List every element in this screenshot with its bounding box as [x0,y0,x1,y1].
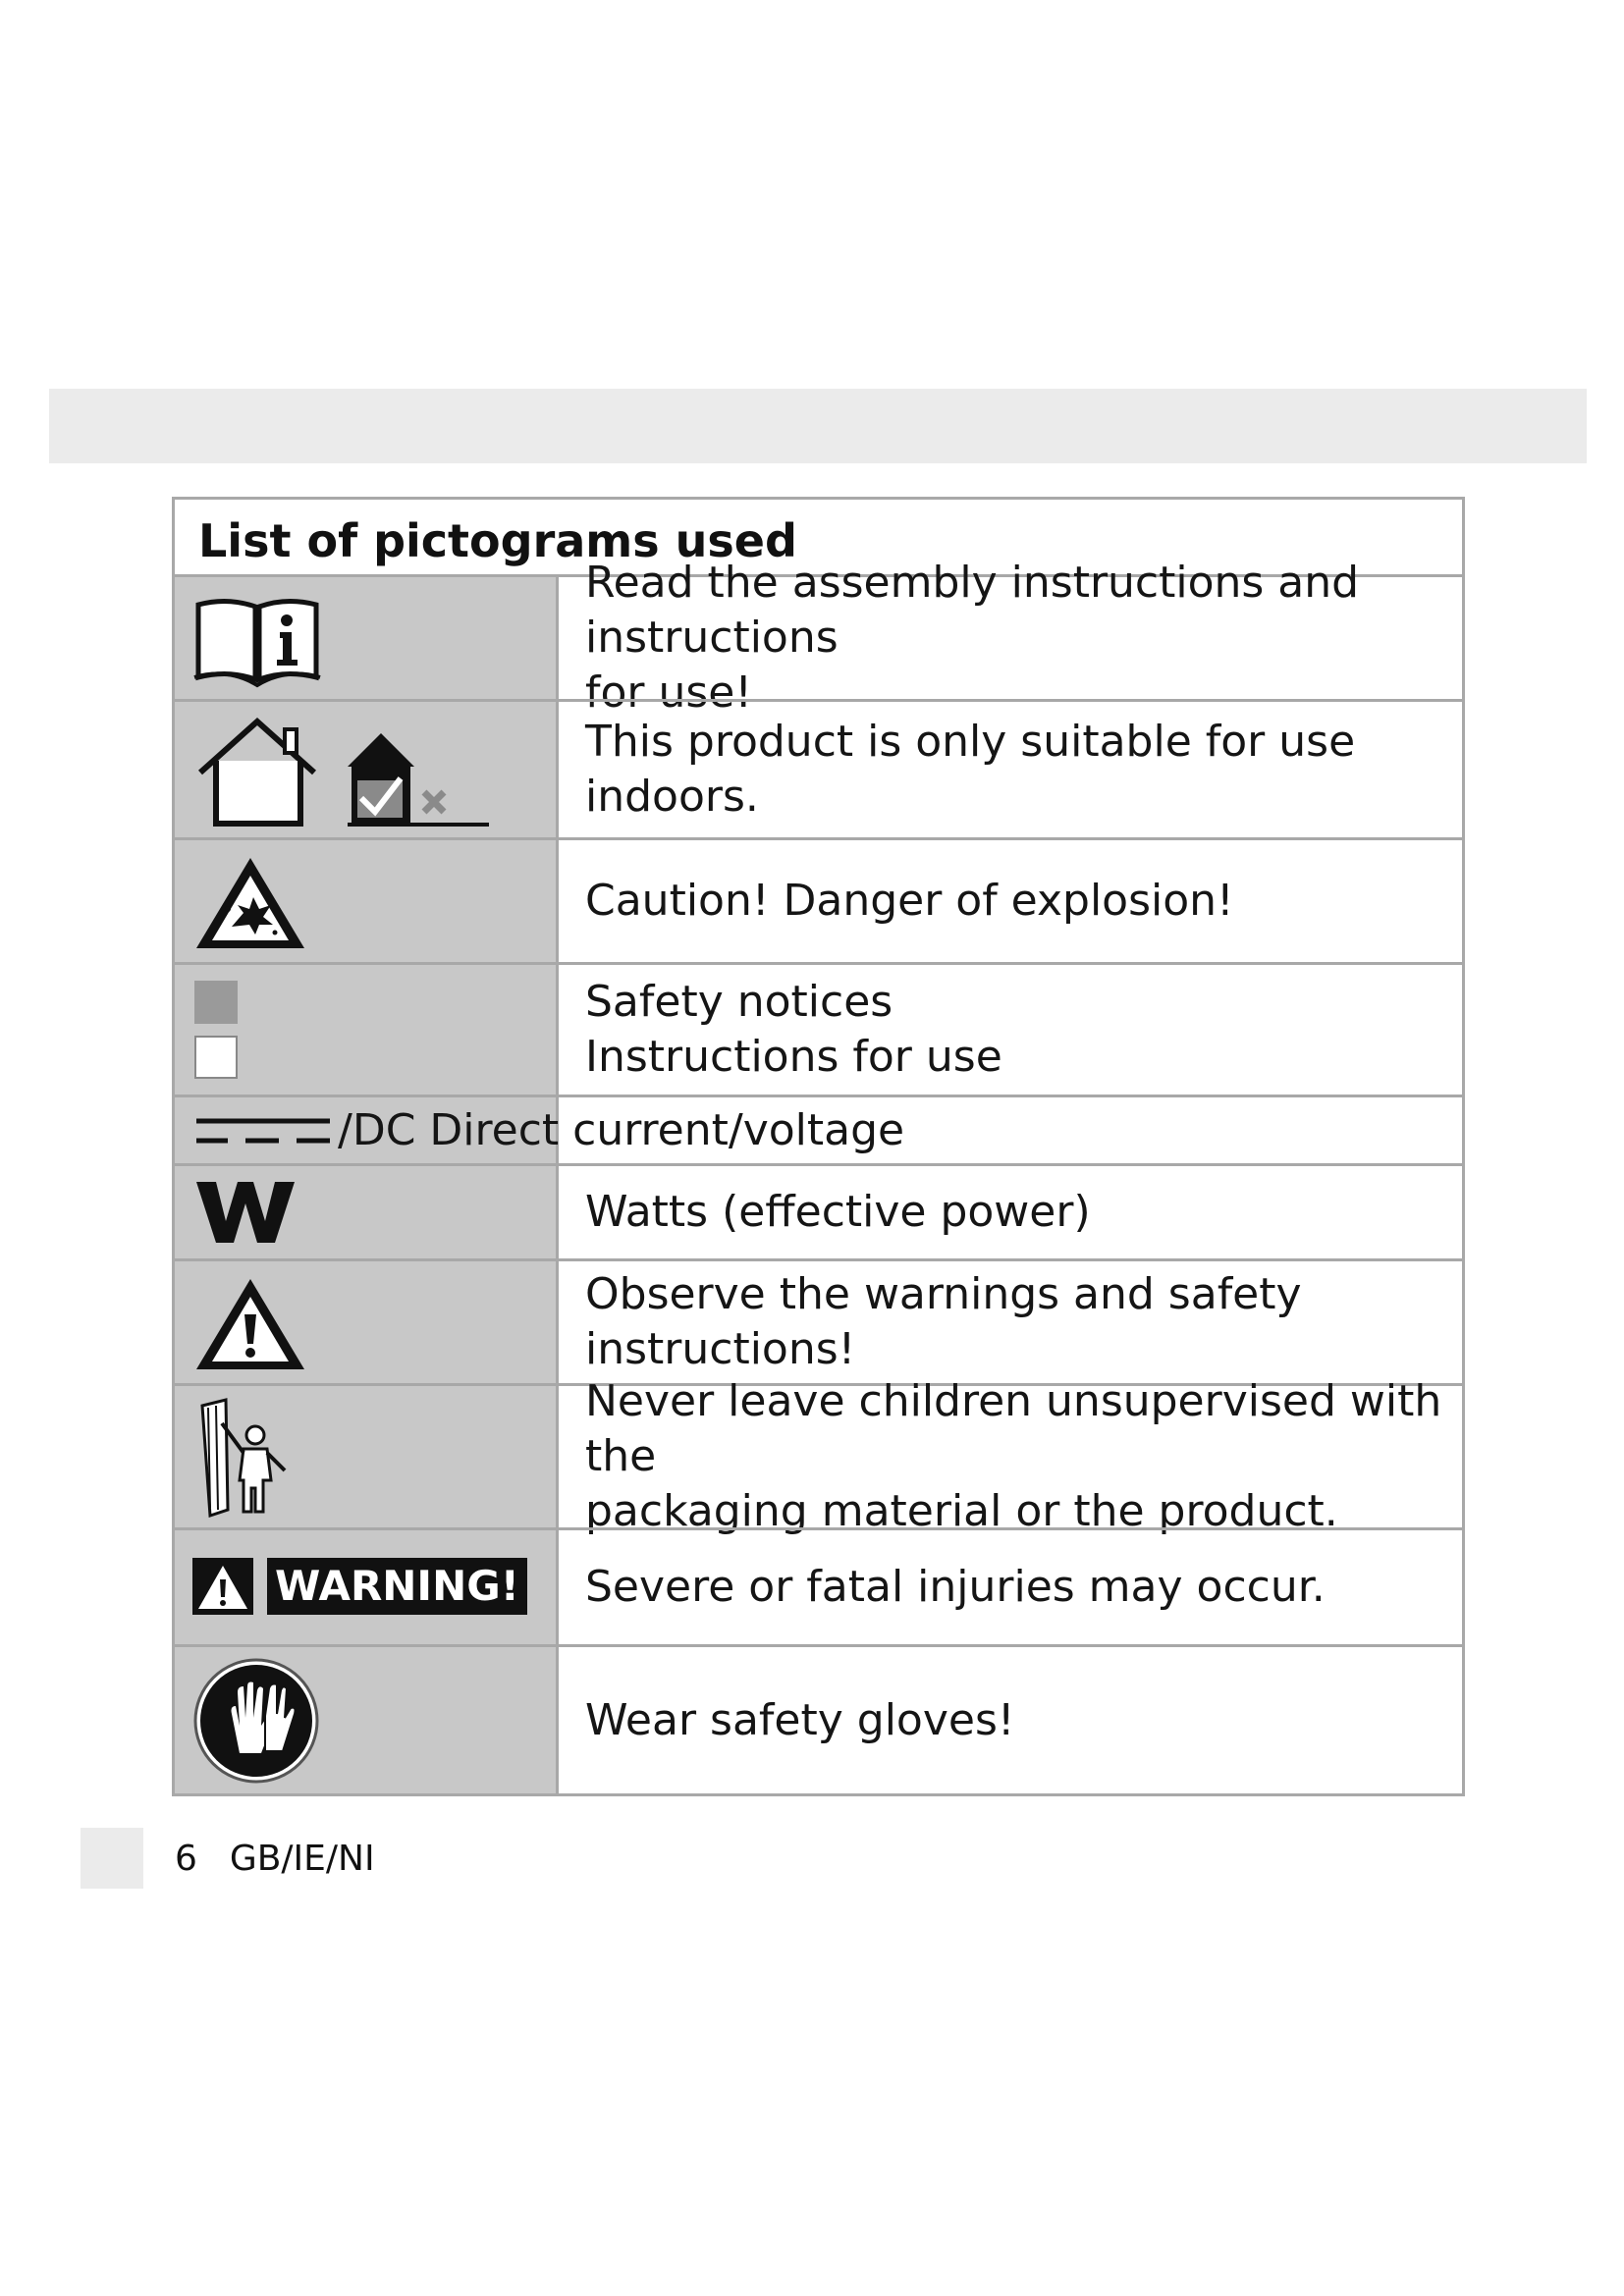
row-text [585,558,1452,718]
table-row [175,699,1462,837]
table-row [175,837,1462,962]
icon-cell [175,1530,559,1644]
table-title: List of pictograms used [198,514,797,567]
row-text-line: Watts (effective power) [585,1187,1091,1237]
table-row [175,962,1462,1095]
table-row [175,1644,1462,1793]
table-row [175,1163,1462,1258]
row-text-line: Read the assembly instructions and instructions [585,558,1360,663]
book-info-icon [192,595,322,689]
row-text [585,965,1452,1095]
icon-cell [175,1647,559,1793]
footer-text [175,1840,375,1879]
row-text [585,702,1452,837]
page-number: 6 [175,1839,197,1879]
icon-cell [175,965,559,1095]
safety-notices-swatch [194,981,238,1024]
child-packaging-icon [196,1398,291,1520]
warning-triangle-small-icon [192,1558,253,1615]
house-indoor-icon [190,716,514,831]
icon-cell [175,840,559,962]
warning-label-icon [192,1558,527,1615]
color-legend-icon [194,981,240,1083]
row-text-line: Instructions for use [585,1032,1002,1082]
dc-row-content [194,1097,904,1163]
row-text [585,1530,1452,1644]
icon-cell [175,1261,559,1383]
row-text-line: This product is only suitable for use indoors. [585,717,1356,822]
row-text [585,1376,1452,1536]
locale-label: GB/IE/NI [229,1839,375,1879]
row-text [585,1166,1452,1258]
header-band [49,389,1587,463]
row-text [585,840,1452,962]
icon-cell [175,577,559,699]
table-row [175,558,1462,718]
row-text-line: Wear safety gloves! [585,1694,1015,1745]
row-text-line: packaging material or the product. [585,1486,1338,1536]
footer-tab [81,1828,143,1889]
safety-gloves-icon [192,1657,320,1785]
row-text-line: /DC Direct current/voltage [338,1105,905,1155]
icon-cell [175,1386,559,1527]
row-text [585,1261,1452,1383]
row-text-line: for use! [585,667,753,718]
row-text-line: Safety notices [585,977,893,1027]
watts-w-icon [194,1178,297,1247]
instructions-swatch [194,1036,238,1079]
icon-cell [175,1166,559,1258]
table-row [175,1095,1462,1163]
row-text-line: Never leave children unsupervised with the [585,1376,1442,1481]
pictogram-table [172,497,1465,1796]
warning-label-text: WARNING! [267,1558,527,1615]
icon-cell [175,702,559,837]
warning-triangle-icon [192,1275,308,1373]
explosion-warning-icon [192,854,308,952]
table-row [175,1258,1462,1383]
row-text-line: Caution! Danger of explosion! [585,876,1234,926]
table-row [175,1376,1462,1536]
table-row [175,1527,1462,1644]
dc-symbol-icon [194,1111,332,1150]
row-text [585,1647,1452,1793]
row-text-line: Observe the warnings and safety instructions! [585,1269,1302,1374]
row-text-line: Severe or fatal injuries may occur. [585,1562,1326,1612]
